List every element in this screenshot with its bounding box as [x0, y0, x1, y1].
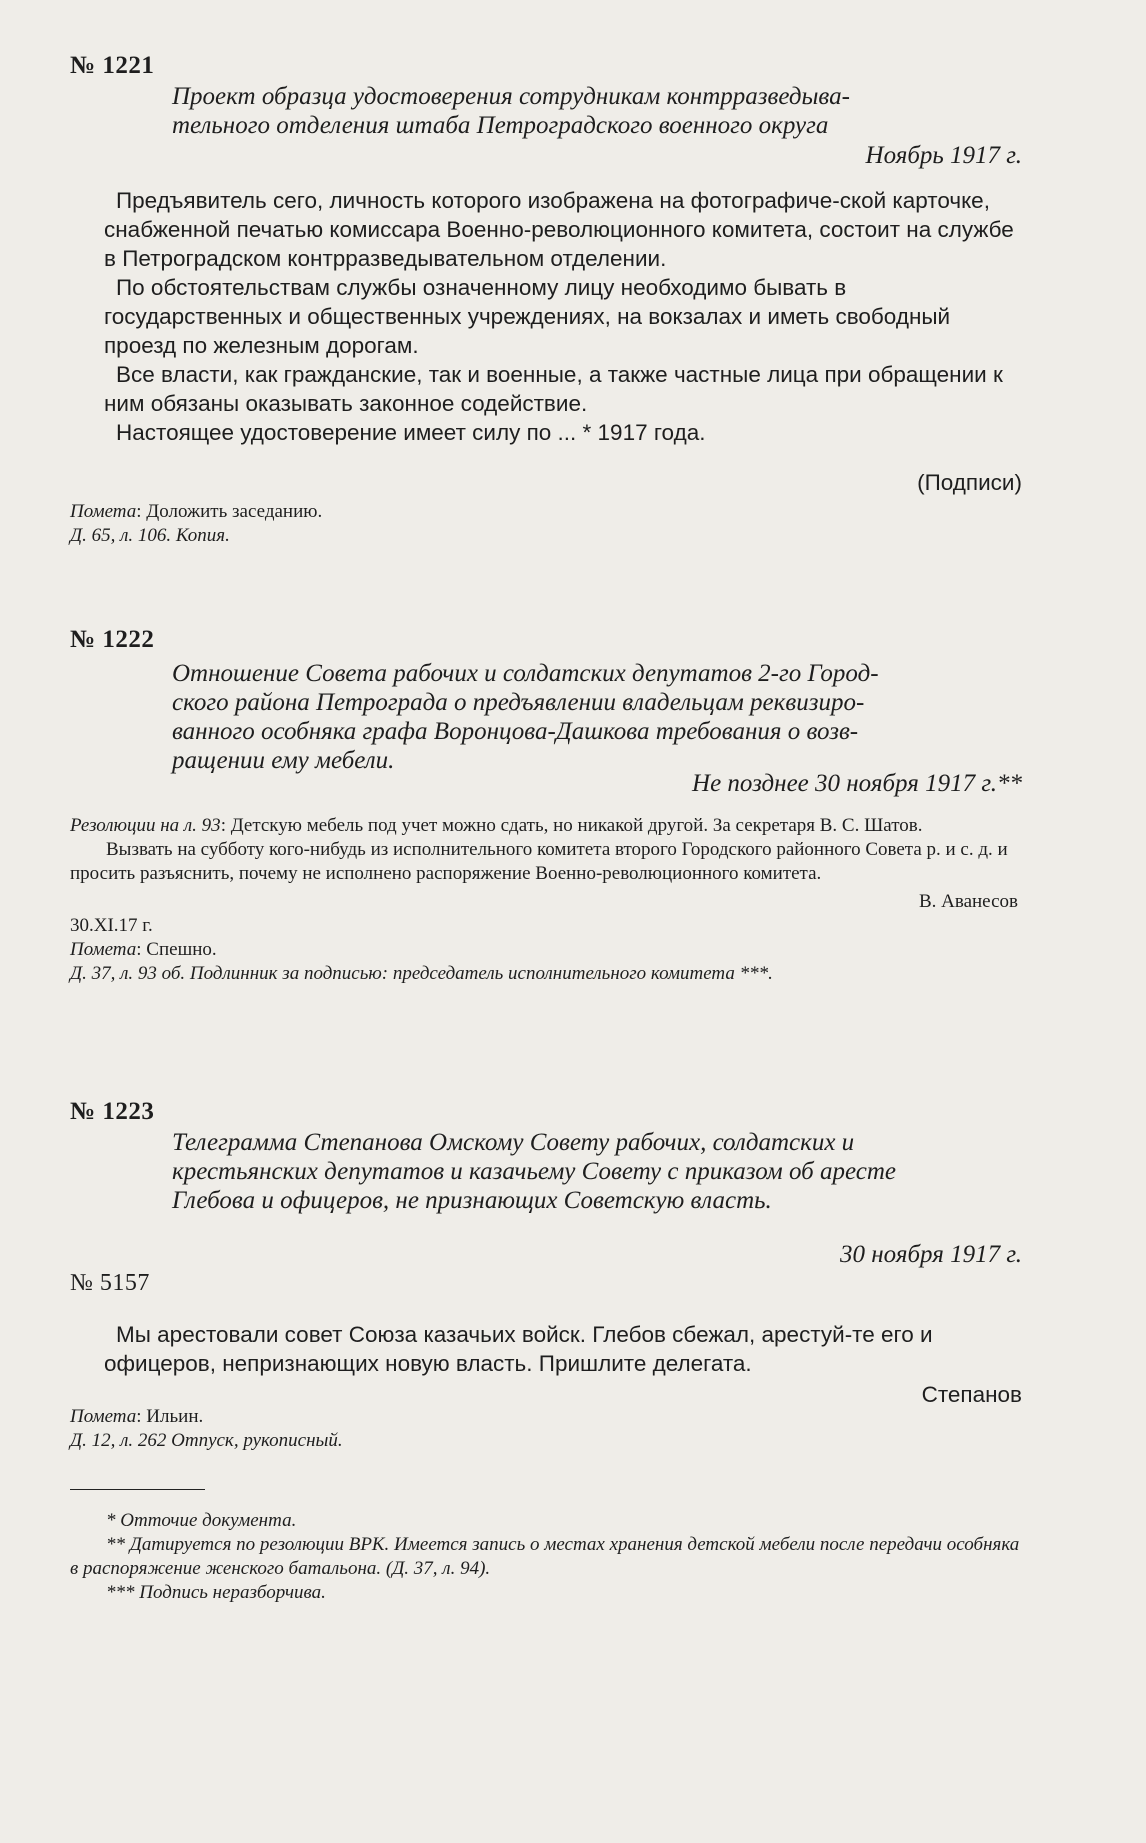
doc-title-1223 — [172, 1128, 1022, 1215]
doc-number-1223: № 1223 — [70, 1098, 155, 1125]
resolution-2: Вызвать на субботу кого-нибудь из исполнительного комитета второго Городского районного Совета р. и с. д. и просить разъяснить, почему не исполнено распоряжение Военно-революционного комитета. — [70, 839, 1008, 884]
source-text: Д. 12, л. 262 Отпуск, рукописный. — [70, 1430, 343, 1451]
signature-1221: (Подписи) — [917, 470, 1022, 495]
paragraph: По обстоятельствам службы означенному лицу необходимо бывать в государственных и общественных учреждениях, на вокзалах и иметь свободный проезд по железным дорогам. — [104, 275, 951, 358]
footnote-1: * Отточие документа. — [106, 1510, 297, 1531]
title-line: Проект образца удостоверения сотрудникам контрразведыва- — [172, 83, 850, 110]
source-line — [70, 1429, 1020, 1453]
note-line — [70, 938, 1020, 962]
title-line: ращении ему мебели. — [172, 747, 395, 774]
resolution-label: Резолюции на л. 93 — [70, 815, 221, 836]
resolution-signature: В. Аванесов — [918, 891, 1018, 912]
source-text: Д. 65, л. 106. Копия. — [70, 525, 230, 546]
footnote-2: ** Датируется по резолюции ВРК. Имеется запись о местах хранения детской мебели после передачи особняка в распоряжение женского батальона. (Д. 37, л. 94). — [70, 1534, 1020, 1579]
note-1221 — [70, 500, 1020, 548]
note-text: : Ильин. — [136, 1406, 204, 1427]
title-line: Телеграмма Степанова Омскому Совету рабочих, солдатских и — [172, 1129, 855, 1156]
paragraph: Предъявитель сего, личность которого изображена на фотографиче-ской карточке, снабженной печатью комиссара Военно-революционного комитета, состоит на службе в Петроградском контрразведывательном отделении. — [104, 188, 1014, 271]
paragraph: Мы арестовали совет Союза казачьих войск. Глебов сбежал, арестуй-те его и офицеров, непризнающих новую власть. Пришлите делегата. — [104, 1322, 933, 1376]
doc-body-1223 — [104, 1320, 1022, 1378]
resolution-date: 30.XI.17 г. — [70, 915, 153, 936]
title-line: Глебова и офицеров, не признающих Советскую власть. — [172, 1187, 772, 1214]
source-text: Д. 37, л. 93 об. Подлинник за подписью: председатель исполнительного комитета ***. — [70, 963, 773, 984]
note-label: Помета — [70, 1406, 137, 1427]
doc-title-1221 — [172, 82, 1022, 140]
footnote-divider — [70, 1489, 205, 1490]
doc-date-1221: Ноябрь 1917 г. — [865, 142, 1022, 169]
note-label: Помета — [70, 501, 137, 522]
title-line: ванного особняка графа Воронцова-Дашкова требования о возв- — [172, 718, 859, 745]
doc-body-1221 — [104, 186, 1022, 447]
note-text: : Доложить заседанию. — [136, 501, 323, 522]
doc-number-1221: № 1221 — [70, 52, 155, 79]
note-label: Помета — [70, 939, 137, 960]
telegram-number: № 5157 — [70, 1270, 150, 1296]
note-1223 — [70, 1405, 1020, 1453]
source-line — [70, 962, 1020, 986]
doc-title-1222 — [172, 659, 1022, 775]
doc-date-1222: Не позднее 30 ноября 1917 г.** — [692, 770, 1022, 797]
title-line: крестьянских депутатов и казачьему Совету с приказом об аресте — [172, 1158, 896, 1185]
title-line: Отношение Совета рабочих и солдатских депутатов 2-го Город- — [172, 660, 879, 687]
resolution-1 — [70, 814, 1020, 838]
paragraph: Все власти, как гражданские, так и военные, а также частные лица при обращении к ним обязаны оказывать законное содействие. — [104, 362, 1003, 416]
note-line — [70, 1405, 1020, 1429]
paragraph: Настоящее удостоверение имеет силу по ... * 1917 года. — [116, 420, 706, 445]
footnote-3: *** Подпись неразборчива. — [106, 1582, 326, 1603]
resolution-text: : Детскую мебель под учет можно сдать, но никакой другой. За секретаря В. С. Шатов. — [220, 815, 923, 836]
signature-1223: Степанов — [921, 1382, 1022, 1407]
title-line: тельного отделения штаба Петроградского военного округа — [172, 112, 829, 139]
source-line — [70, 524, 1020, 548]
doc-date-1223: 30 ноября 1917 г. — [840, 1241, 1022, 1268]
title-line: ского района Петрограда о предъявлении владельцам реквизиро- — [172, 689, 865, 716]
note-line — [70, 500, 1020, 524]
doc-number-1222: № 1222 — [70, 626, 155, 653]
footnotes — [70, 1509, 1020, 1605]
resolutions-1222 — [70, 814, 1020, 986]
note-text: : Спешно. — [136, 939, 217, 960]
